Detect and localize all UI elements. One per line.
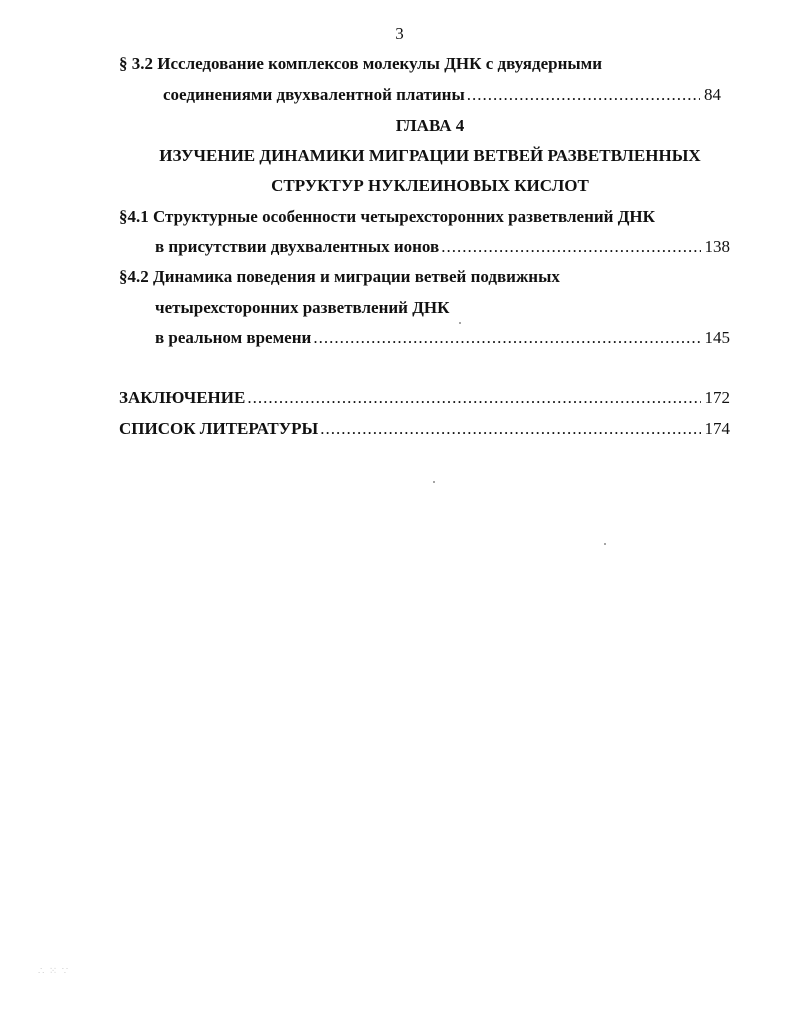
toc-entry-s32 [163,84,721,106]
toc-leader-dots [247,387,700,409]
toc-s41-title-line2: в присутствии двухвалентных ионов [155,237,440,256]
toc-entry-conclusion [119,387,730,409]
chapter-title-line2: СТРУКТУР НУКЛЕИНОВЫХ КИСЛОТ [271,176,589,195]
toc-conclusion-title: ЗАКЛЮЧЕНИЕ [119,388,246,407]
toc-s42-title-line1: §4.2 Динамика поведения и миграции ветвей подвижных [119,267,560,286]
toc-s32-title-line1: § 3.2 Исследование комплексов молекулы ДНК с двуядерными [119,54,603,73]
toc-entry-references [119,418,730,440]
toc-s42-title-line2: четырехсторонних разветвлений ДНК [155,298,450,317]
scan-speck [604,543,606,545]
chapter-label: ГЛАВА 4 [395,116,465,135]
chapter-title-line1: ИЗУЧЕНИЕ ДИНАМИКИ МИГРАЦИИ ВЕТВЕЙ РАЗВЕТВЛЕННЫХ [159,146,701,165]
toc-leader-dots [441,236,700,258]
toc-s32-page: 84 [704,85,721,104]
toc-s32-title-line2: соединениями двухвалентной платины [163,85,465,104]
toc-s41-title-line1: §4.1 Структурные особенности четырехсторонних разветвлений ДНК [119,207,655,226]
toc-s41-page: 138 [704,237,730,256]
toc-entry-s42 [155,327,730,349]
toc-leader-dots [320,418,700,440]
scan-speck [433,481,435,483]
toc-s42-title-line3: в реальном времени [155,328,312,347]
toc-references-title: СПИСОК ЛИТЕРАТУРЫ [119,419,319,438]
scan-artifact: ∴ ⁙ ∵ [38,966,70,977]
toc-leader-dots [313,327,700,349]
toc-leader-dots [467,84,700,106]
toc-references-page: 174 [704,419,730,438]
toc-s42-page: 145 [704,328,730,347]
scan-speck [459,322,461,324]
toc-entry-s41 [155,236,730,258]
page-number: 3 [395,24,404,43]
toc-conclusion-page: 172 [704,388,730,407]
